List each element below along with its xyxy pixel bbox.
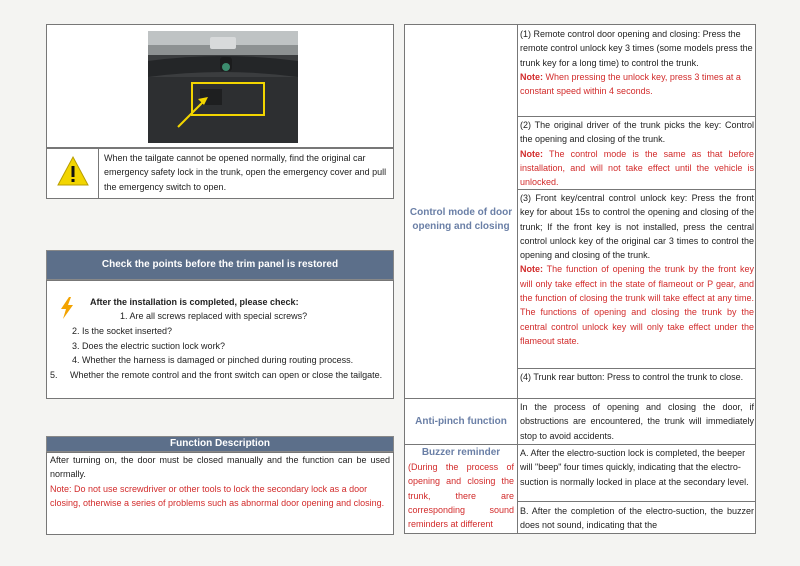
row-divider-5 [404, 444, 756, 445]
row-divider-1 [517, 116, 756, 117]
warning-text: When the tailgate cannot be opened normally, find the original car emergency safety lock in the trunk, open the emergency cover and pull the emergency switch to open. [104, 153, 387, 192]
row-divider-4 [404, 398, 756, 399]
tailgate-photo-illustration [148, 31, 298, 143]
check-item-3: 3. Does the electric suction lock work? [72, 341, 226, 351]
buzzer-item-b: B. After the completion of the electro-suction, the buzzer does not sound, indicating that the [520, 506, 754, 531]
control-row-4-text: (4) Trunk rear button: Press to control the trunk to close. [520, 372, 744, 382]
check-intro: After the installation is completed, please check: [90, 297, 299, 307]
row-divider-6 [517, 501, 756, 502]
control-row-3-text: (3) Front key/central control unlock key: Press the front key for about 15s to control the opening and closing of the trunk; If the front key is not installed, press the central control unlock key of the original car 3 times to control the opening and closing of the trunk. [520, 193, 754, 261]
buzzer-subtext: (During the process of opening and closing the trunk, there are corresponding sound reminders at different [408, 462, 514, 530]
table-column-divider [517, 24, 518, 534]
control-row-1-note: When pressing the unlock key, press 3 times at a constant speed within 4 seconds. [520, 71, 741, 97]
warning-divider [98, 148, 99, 199]
check-item-1: 1. Are all screws replaced with special screws? [120, 311, 308, 321]
check-item-2: 2. Is the socket inserted? [72, 326, 173, 336]
anti-pinch-label: Anti-pinch function [415, 416, 507, 427]
check-header: Check the points before the trim panel is restored [46, 250, 394, 280]
control-row-3-note: The function of opening the trunk by the front key will only take effect in the state of flameout or P gear, and the function of closing the trunk will take effect at any time. The functions of opening and closing the trunk by the central control unlock key will only take effect under the flameout state. [520, 264, 754, 346]
control-row-1-text: (1) Remote control door opening and closing: Press the remote control unlock key 3 times (some models press the trunk key for a long time) to control the trunk. [520, 29, 753, 68]
function-note: Note: Do not use screwdriver or other tools to lock the secondary lock as a door closing, otherwise a series of problems such as abnormal door opening and closing. [50, 484, 385, 509]
control-row-3 [520, 191, 754, 348]
warning-triangle-icon [56, 155, 90, 189]
control-row-2-note-label: Note: [520, 148, 543, 159]
control-row-1-note-label: Note: [520, 71, 543, 82]
buzzer-label: Buzzer reminder [421, 447, 501, 458]
control-row-1 [520, 27, 754, 98]
row-divider-3 [517, 368, 756, 369]
control-row-3-note-label: Note: [520, 264, 543, 275]
control-row-4 [520, 370, 754, 384]
function-header: Function Description [46, 436, 394, 452]
tailgate-photo [148, 31, 298, 143]
check-item-4: 4. Whether the harness is damaged or pinched during routing process. [72, 355, 354, 365]
buzzer-item-a: A. After the electro-suction lock is completed, the beeper will "beep" four times quickly, indicating that the electro-suction is normally locked in place at the secondary level. [520, 448, 749, 487]
anti-pinch-text: In the process of opening and closing the door, if obstructions are encountered, the trunk will immediately stop to avoid accidents. [520, 402, 754, 441]
control-row-2-note: The control mode is the same as that before installation, and will not take effect until the vehicle is unlocked. [520, 148, 754, 188]
function-text: After turning on, the door must be closed manually and the function can be used normally. [50, 455, 390, 480]
check-item-5: 5. Whether the remote control and the front switch can open or close the tailgate. [50, 370, 383, 380]
control-row-2-text: (2) The original driver of the trunk picks the key: Control the opening and closing of the trunk. [520, 120, 754, 145]
control-mode-label: Control mode of door opening and closing [409, 207, 513, 232]
lightning-icon [60, 297, 74, 321]
control-row-2 [520, 118, 754, 189]
